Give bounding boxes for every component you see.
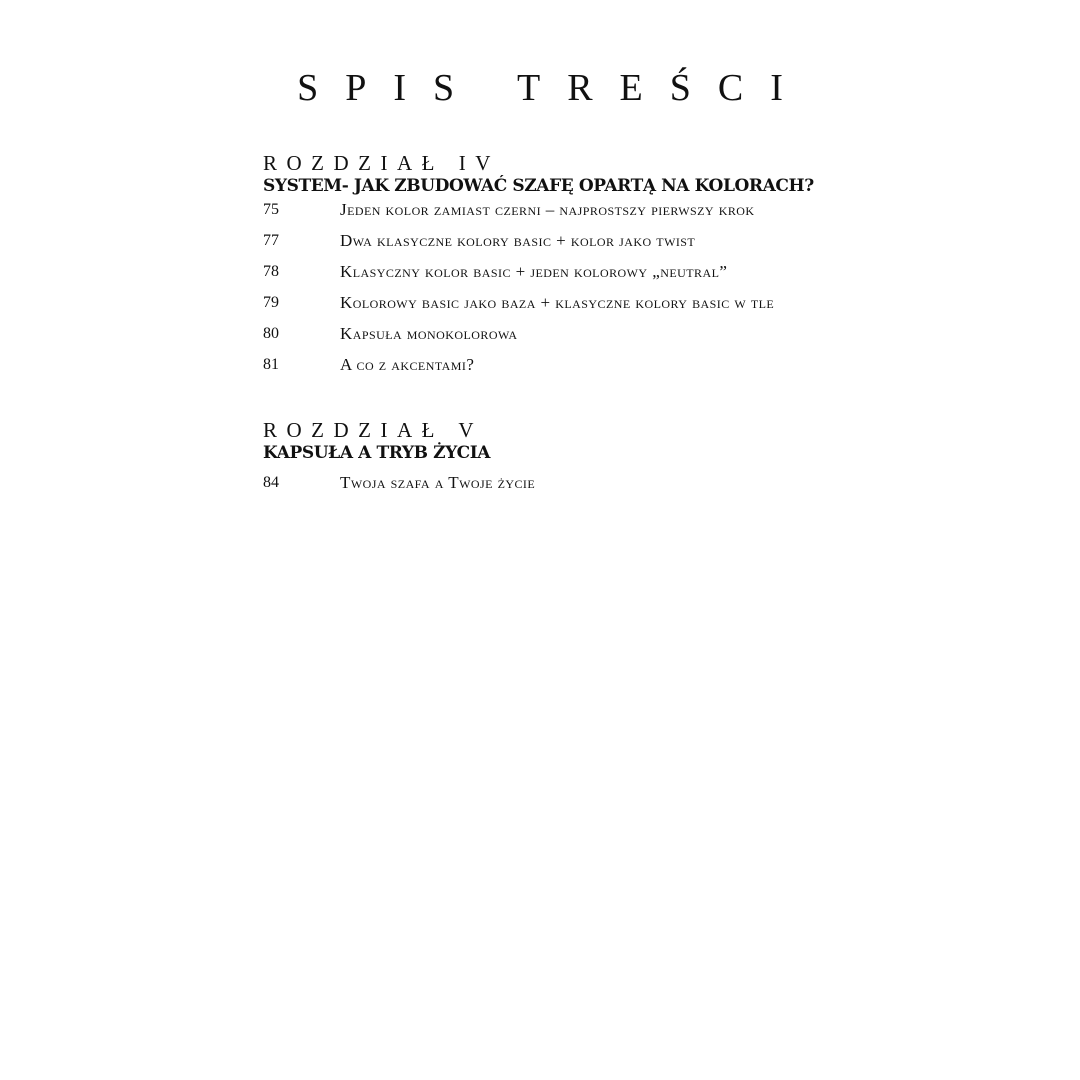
toc-entry[interactable] bbox=[263, 293, 863, 324]
toc-entry[interactable] bbox=[263, 473, 863, 504]
chapter-section bbox=[263, 419, 863, 504]
toc-page-number: 81 bbox=[263, 356, 279, 373]
toc-list bbox=[263, 200, 863, 386]
toc-page-number: 75 bbox=[263, 201, 279, 218]
toc-entry-title: Kapsuła monokolorowa bbox=[340, 324, 518, 343]
toc-entry-title: Jeden kolor zamiast czerni – najprostszy pierwszy krok bbox=[340, 200, 755, 219]
toc-entry[interactable] bbox=[263, 262, 863, 293]
toc-page-number: 84 bbox=[263, 474, 279, 491]
chapter-label: ROZDZIAŁ IV bbox=[263, 151, 500, 175]
toc-entry-title: A co z akcentami? bbox=[340, 355, 475, 374]
toc-entry[interactable] bbox=[263, 355, 863, 386]
toc-page-number: 80 bbox=[263, 325, 279, 342]
chapter-heading: KAPSUŁA A TRYB ŻYCIA bbox=[263, 443, 491, 463]
toc-entry-title: Twoja szafa a Twoje życie bbox=[340, 473, 536, 492]
toc-entry-title: Klasyczny kolor basic + jeden kolorowy „neutral” bbox=[340, 262, 728, 281]
toc-entry[interactable] bbox=[263, 231, 863, 262]
toc-page-number: 79 bbox=[263, 294, 279, 311]
toc-page-number: 78 bbox=[263, 263, 279, 280]
chapter-heading: SYSTEM- JAK ZBUDOWAĆ SZAFĘ OPARTĄ NA KOLORACH? bbox=[263, 176, 814, 196]
toc-list bbox=[263, 473, 863, 504]
chapter-section bbox=[263, 152, 863, 386]
toc-entry-title: Dwa klasyczne kolory basic + kolor jako twist bbox=[340, 231, 696, 250]
toc-entry[interactable] bbox=[263, 324, 863, 355]
page-title: SPIS TREŚCI bbox=[297, 67, 810, 109]
toc-entry[interactable] bbox=[263, 200, 863, 231]
chapter-label: ROZDZIAŁ V bbox=[263, 418, 484, 442]
toc-page-number: 77 bbox=[263, 232, 279, 249]
toc-entry-title: Kolorowy basic jako baza + klasyczne kolory basic w tle bbox=[340, 293, 775, 312]
